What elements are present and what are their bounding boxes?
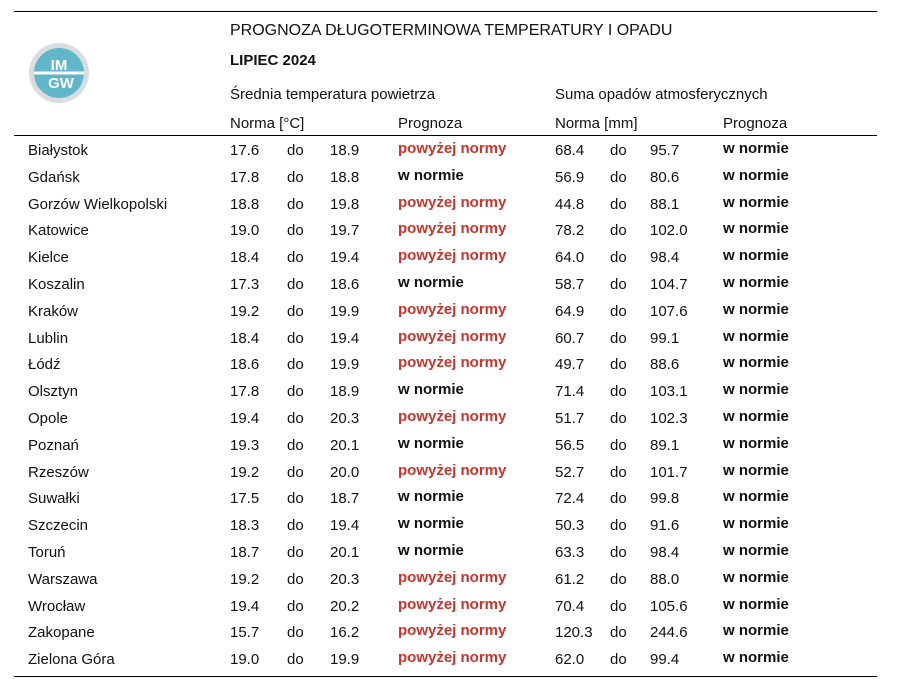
temp-norm-low-cell: 19.2 xyxy=(230,302,260,320)
temp-norm-sep: do xyxy=(287,142,304,159)
temp-norm-sep: do xyxy=(287,383,304,401)
precip-norm-low-cell: 70.4 xyxy=(555,597,585,615)
table-row xyxy=(0,300,905,330)
temp-norm-high-cell: 20.0 xyxy=(330,463,360,481)
temp-forecast-cell: powyżej normy xyxy=(398,461,507,479)
temp-norm-high-cell: 18.9 xyxy=(330,383,360,401)
temp-norm-low-cell: 17.8 xyxy=(230,168,260,186)
precip-norm-sep: do xyxy=(610,383,627,401)
city-cell: Katowice xyxy=(28,222,89,240)
precip-forecast-cell: w normie xyxy=(723,354,789,372)
precip-forecast-cell: w normie xyxy=(723,622,789,640)
table-row xyxy=(0,651,905,678)
temp-norm-low-cell: 18.4 xyxy=(230,249,260,267)
temp-norm-low-cell: 18.6 xyxy=(230,356,260,374)
city-cell: Gdańsk xyxy=(28,168,80,186)
precip-forecast-cell: w normie xyxy=(723,649,789,667)
precip-forecast-cell: w normie xyxy=(723,193,789,211)
table-row xyxy=(0,222,905,249)
precip-forecast-cell: w normie xyxy=(723,274,789,291)
precip-norm-low-cell: 50.3 xyxy=(555,517,585,535)
precip-norm-high-cell: 244.6 xyxy=(650,624,688,642)
precip-forecast-cell: w normie xyxy=(723,220,789,238)
temp-norm-low-cell: 15.7 xyxy=(230,624,260,642)
temp-norm-low-cell: 19.3 xyxy=(230,436,260,454)
temp-norm-sep: do xyxy=(287,624,304,642)
logo-text-bottom: GW xyxy=(48,75,74,92)
temp-forecast-cell: w normie xyxy=(398,515,464,533)
temp-forecast-cell: w normie xyxy=(398,166,464,184)
precip-group-header: Suma opadów atmosferycznych xyxy=(555,86,768,103)
precip-norm-low-cell: 64.0 xyxy=(555,249,585,267)
table-row xyxy=(0,383,905,410)
city-cell: Poznań xyxy=(28,436,79,454)
bottom-rule xyxy=(14,676,877,677)
table-row xyxy=(0,624,905,651)
temp-norm-low-cell: 19.4 xyxy=(230,597,260,615)
temp-norm-low-cell: 18.7 xyxy=(230,544,260,561)
precip-norm-low-cell: 60.7 xyxy=(555,329,585,347)
table-row xyxy=(0,327,905,357)
temp-norm-high-cell: 19.9 xyxy=(330,302,360,320)
precip-norm-low-cell: 72.4 xyxy=(555,490,585,508)
table-row xyxy=(0,568,905,598)
table-row xyxy=(0,410,905,437)
precip-norm-high-cell: 88.0 xyxy=(650,570,680,588)
table-row xyxy=(0,517,905,544)
precip-forecast-cell: w normie xyxy=(723,327,789,345)
temp-norm-low-cell: 19.0 xyxy=(230,222,260,240)
temp-norm-sep: do xyxy=(287,490,304,508)
temp-norm-sep: do xyxy=(287,544,304,561)
temp-forecast-cell: powyżej normy xyxy=(398,300,507,318)
temp-norm-low-cell: 19.0 xyxy=(230,651,260,669)
temp-norm-low-cell: 17.6 xyxy=(230,142,260,159)
temp-norm-sep: do xyxy=(287,597,304,615)
header-rule xyxy=(14,135,877,136)
temp-norm-sep: do xyxy=(287,356,304,374)
city-cell: Kraków xyxy=(28,302,79,320)
temp-norm-high-cell: 20.1 xyxy=(330,436,360,454)
city-cell: Rzeszów xyxy=(28,463,89,481)
precip-norm-low-cell: 44.8 xyxy=(555,195,585,213)
city-cell: Kielce xyxy=(28,249,69,267)
temp-norm-low-cell: 17.3 xyxy=(230,276,260,293)
table-row xyxy=(0,461,905,491)
temp-norm-low-cell: 17.8 xyxy=(230,383,260,401)
precip-norm-sep: do xyxy=(610,624,627,642)
precip-norm-high-cell: 103.1 xyxy=(650,383,688,401)
precip-forecast-cell: w normie xyxy=(723,542,789,559)
temp-norm-sep: do xyxy=(287,329,304,347)
temp-norm-sep: do xyxy=(287,276,304,293)
precip-forecast-cell: w normie xyxy=(723,595,789,613)
precip-norm-sep: do xyxy=(610,276,627,293)
table-row xyxy=(0,544,905,571)
precip-norm-sep: do xyxy=(610,142,627,159)
precip-norm-sep: do xyxy=(610,436,627,454)
temp-norm-sep: do xyxy=(287,570,304,588)
precip-norm-sep: do xyxy=(610,463,627,481)
precip-norm-header: Norma [mm] xyxy=(555,115,638,132)
temp-forecast-cell: powyżej normy xyxy=(398,327,507,345)
precip-norm-low-cell: 68.4 xyxy=(555,142,585,159)
precip-norm-high-cell: 101.7 xyxy=(650,463,688,481)
temp-norm-sep: do xyxy=(287,249,304,267)
precip-forecast-cell: w normie xyxy=(723,408,789,425)
precip-norm-high-cell: 91.6 xyxy=(650,517,680,535)
precip-forecast-cell: w normie xyxy=(723,568,789,586)
precip-forecast-cell: w normie xyxy=(723,381,789,399)
precip-norm-sep: do xyxy=(610,570,627,588)
temp-norm-header: Norma [°C] xyxy=(230,115,305,132)
precip-norm-low-cell: 56.9 xyxy=(555,168,585,186)
temp-norm-high-cell: 19.9 xyxy=(330,651,360,669)
precip-norm-low-cell: 58.7 xyxy=(555,276,585,293)
temp-norm-high-cell: 18.6 xyxy=(330,276,360,293)
city-cell: Zielona Góra xyxy=(28,651,115,669)
temp-norm-low-cell: 19.2 xyxy=(230,570,260,588)
temp-norm-high-cell: 19.7 xyxy=(330,222,360,240)
precip-norm-sep: do xyxy=(610,249,627,267)
precip-norm-low-cell: 52.7 xyxy=(555,463,585,481)
precip-norm-sep: do xyxy=(610,544,627,561)
precip-norm-high-cell: 98.4 xyxy=(650,544,680,561)
precip-norm-low-cell: 63.3 xyxy=(555,544,585,561)
table-row xyxy=(0,434,905,464)
temp-forecast-cell: powyżej normy xyxy=(398,622,507,640)
precip-forecast-cell: w normie xyxy=(723,140,789,157)
temp-norm-high-cell: 20.1 xyxy=(330,544,360,561)
precip-norm-sep: do xyxy=(610,329,627,347)
temp-norm-high-cell: 16.2 xyxy=(330,624,360,642)
precip-norm-high-cell: 102.0 xyxy=(650,222,688,240)
temp-norm-high-cell: 19.4 xyxy=(330,249,360,267)
temp-norm-high-cell: 19.4 xyxy=(330,329,360,347)
page-subtitle: LIPIEC 2024 xyxy=(230,52,316,69)
temp-norm-high-cell: 20.3 xyxy=(330,570,360,588)
table-row xyxy=(0,490,905,517)
precip-norm-high-cell: 105.6 xyxy=(650,597,688,615)
precip-norm-low-cell: 64.9 xyxy=(555,302,585,320)
precip-forecast-cell: w normie xyxy=(723,461,789,479)
city-cell: Szczecin xyxy=(28,517,89,535)
temp-norm-high-cell: 18.9 xyxy=(330,142,360,159)
temp-norm-high-cell: 19.8 xyxy=(330,195,360,213)
temp-norm-sep: do xyxy=(287,651,304,669)
temp-forecast-cell: powyżej normy xyxy=(398,568,507,586)
temp-forecast-header: Prognoza xyxy=(398,115,463,132)
precip-norm-low-cell: 78.2 xyxy=(555,222,585,240)
temp-forecast-cell: powyżej normy xyxy=(398,140,507,157)
temp-norm-high-cell: 18.7 xyxy=(330,490,360,508)
precip-norm-high-cell: 99.1 xyxy=(650,329,680,347)
temp-norm-sep: do xyxy=(287,195,304,213)
precip-norm-high-cell: 95.7 xyxy=(650,142,680,159)
city-cell: Wrocław xyxy=(28,597,86,615)
temp-norm-high-cell: 19.9 xyxy=(330,356,360,374)
temp-forecast-cell: powyżej normy xyxy=(398,408,507,425)
precip-norm-sep: do xyxy=(610,410,627,427)
temp-norm-high-cell: 20.2 xyxy=(330,597,360,615)
precip-norm-sep: do xyxy=(610,651,627,669)
precip-forecast-cell: w normie xyxy=(723,300,789,318)
temp-forecast-cell: powyżej normy xyxy=(398,193,507,211)
precip-norm-high-cell: 99.8 xyxy=(650,490,680,508)
city-cell: Opole xyxy=(28,410,69,427)
temp-norm-high-cell: 19.4 xyxy=(330,517,360,535)
temp-norm-low-cell: 18.8 xyxy=(230,195,260,213)
city-cell: Gorzów Wielkopolski xyxy=(28,195,168,213)
precip-norm-high-cell: 99.4 xyxy=(650,651,680,669)
precip-norm-low-cell: 120.3 xyxy=(555,624,593,642)
imgw-logo xyxy=(28,42,90,104)
precip-norm-high-cell: 104.7 xyxy=(650,276,688,293)
logo-text-top: IM xyxy=(50,57,68,74)
temp-norm-low-cell: 19.2 xyxy=(230,463,260,481)
temp-group-header: Średnia temperatura powietrza xyxy=(230,86,436,103)
precip-forecast-cell: w normie xyxy=(723,488,789,506)
city-cell: Lublin xyxy=(28,329,69,347)
precip-forecast-cell: w normie xyxy=(723,166,789,184)
precip-norm-low-cell: 51.7 xyxy=(555,410,585,427)
city-cell: Olsztyn xyxy=(28,383,79,401)
city-cell: Zakopane xyxy=(28,624,95,642)
precip-forecast-header: Prognoza xyxy=(723,115,788,132)
precip-norm-sep: do xyxy=(610,517,627,535)
precip-norm-sep: do xyxy=(610,597,627,615)
precip-norm-high-cell: 88.1 xyxy=(650,195,680,213)
temp-norm-sep: do xyxy=(287,436,304,454)
precip-norm-sep: do xyxy=(610,490,627,508)
temp-forecast-cell: powyżej normy xyxy=(398,247,507,265)
table-row xyxy=(0,193,905,223)
temp-norm-sep: do xyxy=(287,517,304,535)
temp-norm-low-cell: 19.4 xyxy=(230,410,260,427)
precip-norm-high-cell: 80.6 xyxy=(650,168,680,186)
temp-norm-sep: do xyxy=(287,410,304,427)
city-cell: Łódź xyxy=(28,356,61,374)
city-cell: Warszawa xyxy=(28,570,98,588)
table-row xyxy=(0,166,905,196)
precip-norm-sep: do xyxy=(610,222,627,240)
table-row xyxy=(0,595,905,625)
temp-forecast-cell: powyżej normy xyxy=(398,595,507,613)
city-cell: Koszalin xyxy=(28,276,85,293)
precip-norm-sep: do xyxy=(610,302,627,320)
precip-norm-high-cell: 98.4 xyxy=(650,249,680,267)
city-cell: Suwałki xyxy=(28,490,80,508)
temp-norm-sep: do xyxy=(287,168,304,186)
precip-forecast-cell: w normie xyxy=(723,247,789,265)
precip-norm-high-cell: 88.6 xyxy=(650,356,680,374)
precip-norm-high-cell: 107.6 xyxy=(650,302,688,320)
table-row xyxy=(0,249,905,276)
temp-norm-sep: do xyxy=(287,222,304,240)
temp-norm-high-cell: 20.3 xyxy=(330,410,360,427)
page-title: PROGNOZA DŁUGOTERMINOWA TEMPERATURY I OPADU xyxy=(230,22,673,39)
temp-forecast-cell: w normie xyxy=(398,488,464,506)
precip-norm-low-cell: 49.7 xyxy=(555,356,585,374)
precip-norm-high-cell: 89.1 xyxy=(650,436,680,454)
precip-norm-low-cell: 71.4 xyxy=(555,383,585,401)
temp-norm-low-cell: 18.4 xyxy=(230,329,260,347)
precip-forecast-cell: w normie xyxy=(723,515,789,533)
temp-norm-sep: do xyxy=(287,302,304,320)
precip-norm-sep: do xyxy=(610,356,627,374)
temp-forecast-cell: powyżej normy xyxy=(398,649,507,667)
temp-norm-low-cell: 18.3 xyxy=(230,517,260,535)
table-row xyxy=(0,142,905,169)
temp-norm-high-cell: 18.8 xyxy=(330,168,360,186)
city-cell: Białystok xyxy=(28,142,89,159)
top-rule xyxy=(14,11,877,12)
temp-forecast-cell: w normie xyxy=(398,274,464,291)
temp-norm-low-cell: 17.5 xyxy=(230,490,260,508)
temp-forecast-cell: w normie xyxy=(398,542,464,559)
precip-norm-low-cell: 61.2 xyxy=(555,570,585,588)
precip-norm-sep: do xyxy=(610,195,627,213)
temp-forecast-cell: w normie xyxy=(398,434,464,452)
city-cell: Toruń xyxy=(28,544,66,561)
temp-norm-sep: do xyxy=(287,463,304,481)
precip-norm-low-cell: 62.0 xyxy=(555,651,585,669)
temp-forecast-cell: powyżej normy xyxy=(398,354,507,372)
temp-forecast-cell: powyżej normy xyxy=(398,220,507,238)
table-row xyxy=(0,356,905,383)
table-row xyxy=(0,276,905,303)
precip-norm-sep: do xyxy=(610,168,627,186)
precip-norm-high-cell: 102.3 xyxy=(650,410,688,427)
temp-forecast-cell: w normie xyxy=(398,381,464,399)
precip-norm-low-cell: 56.5 xyxy=(555,436,585,454)
precip-forecast-cell: w normie xyxy=(723,434,789,452)
